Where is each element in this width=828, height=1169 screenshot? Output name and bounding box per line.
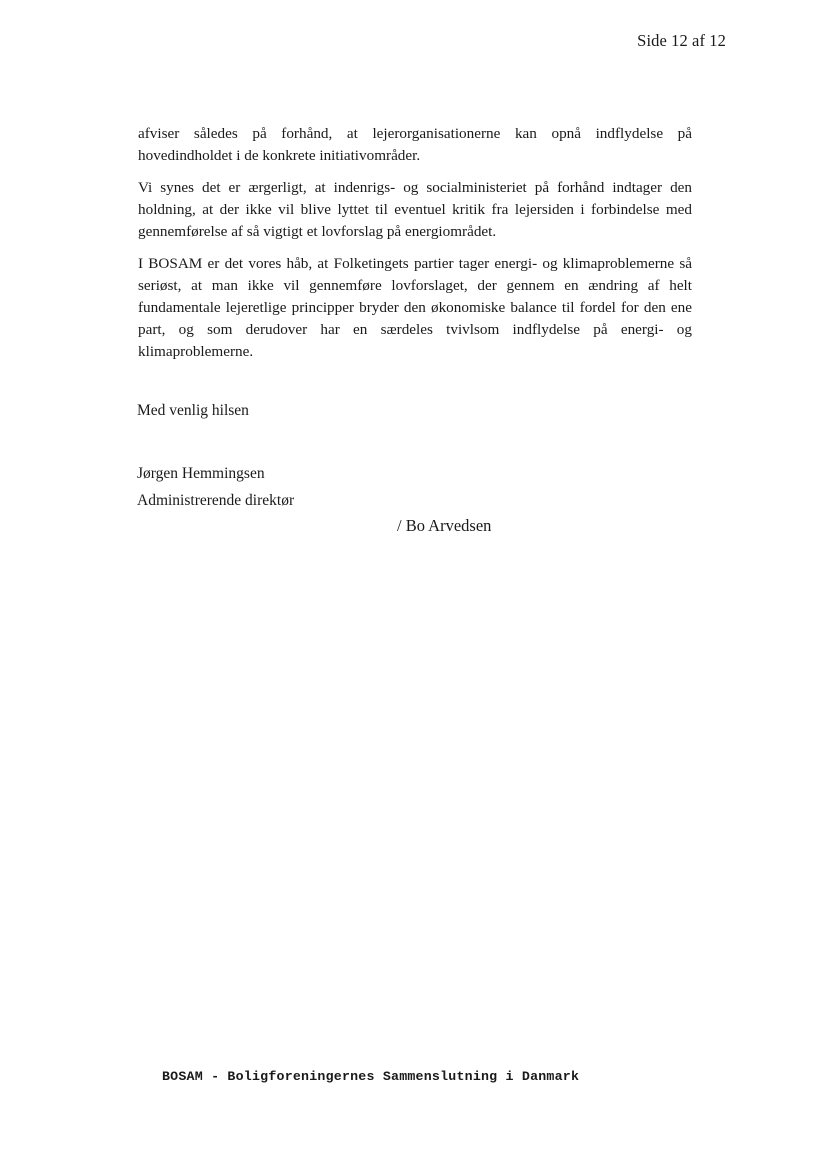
footer-organization: BOSAM - Boligforeningernes Sammenslutning i Danmark — [162, 1069, 580, 1084]
body-paragraph: I BOSAM er det vores håb, at Folketingets partier tager energi- og klimaproblemerne så seriøst, at man ikke vil gennemføre lovforslaget, der gennem en ændring af helt fundamentale lejeretlige principper bryder den økonomiske balance til fordel for den ene part, og som derudover har en særdeles tvivlsom indflydelse på energi- og klimaproblemerne. — [138, 255, 692, 360]
signer-title: Administrerende direktør — [137, 492, 295, 509]
body-paragraph: Vi synes det er ærgerligt, at indenrigs- og socialministeriet på forhånd indtager den holdning, at der ikke vil blive lyttet til eventuel kritik fra lejersiden i forbindelse med gennemførelse af så vigtigt et lovforslag på energiområdet. — [138, 179, 692, 240]
signer-name: Jørgen Hemmingsen — [137, 465, 265, 482]
page-number: Side 12 af 12 — [637, 31, 726, 50]
closing-salutation: Med venlig hilsen — [137, 402, 249, 419]
letter-body — [138, 123, 692, 373]
proxy-signature: / Bo Arvedsen — [397, 516, 492, 535]
body-paragraph: afviser således på forhånd, at lejerorganisationerne kan opnå indflydelse på hovedindholdet i de konkrete initiativområder. — [138, 125, 692, 164]
